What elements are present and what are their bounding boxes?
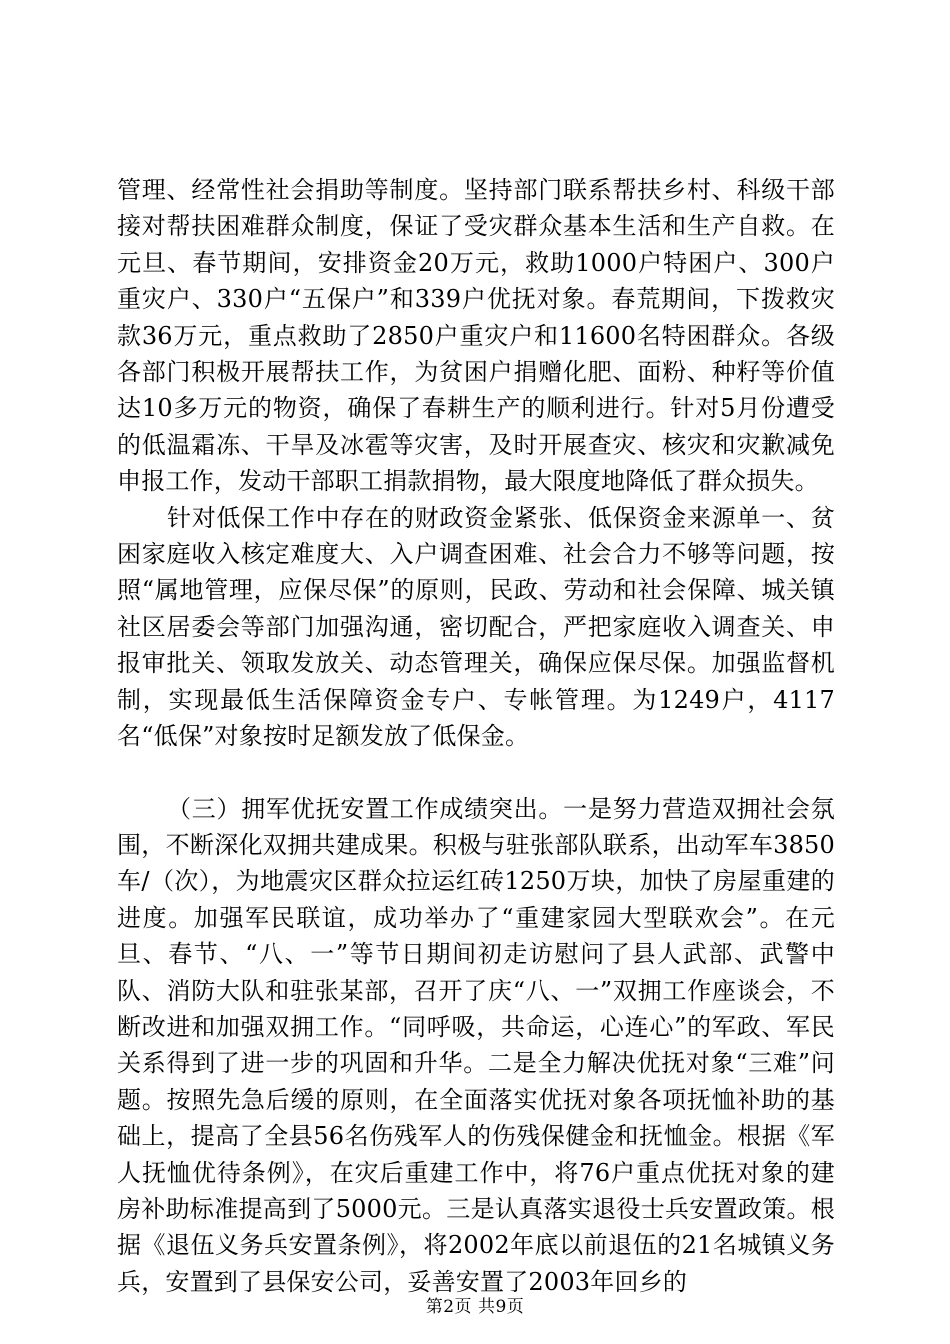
paragraph-minimum-living-security: 针对低保工作中存在的财政资金紧张、低保资金来源单一、贫困家庭收入核定难度大、入户调查困难、社会合力不够等问题，按照“属地管理，应保尽保”的原则，民政、劳动和社会保障、城关镇社区居委会等部门加强沟通，密切配合，严把家庭收入调查关、申报审批关、领取发放关、动态管理关，确保应保尽保。加强监督机制，实现最低生活保障资金专户、专帐管理。为1249户，4117名“低保”对象按时足额发放了低保金。	[117, 503, 835, 751]
page-number-footer: 第2页 共9页	[425, 1297, 525, 1317]
document-body	[117, 172, 835, 1300]
paragraph-disaster-relief: 管理、经常性社会捐助等制度。坚持部门联系帮扶乡村、科级干部接对帮扶困难群众制度，保证了受灾群众基本生活和生产自救。在元旦、春节期间，安排资金20万元，救助1000户特困户、300户重灾户、330户“五保户”和339户优抚对象。春荒期间，下拨救灾款36万元，重点救助了2850户重灾户和11600名特困群众。各级各部门积极开展帮扶工作，为贫困户捐赠化肥、面粉、种籽等价值达10多万元的物资，确保了春耕生产的顺利进行。针对5月份遭受的低温霜冻、干旱及冰雹等灾害，及时开展查灾、核灾和灾歉减免申报工作，发动干部职工捐款捐物，最大限度地降低了群众损失。	[117, 176, 835, 496]
paragraph-military-support: （三）拥军优抚安置工作成绩突出。一是努力营造双拥社会氛围，不断深化双拥共建成果。积极与驻张部队联系，出动军车3850车/（次），为地震灾区群众拉运红砖1250万块，加快了房屋重建的进度。加强军民联谊，成功举办了“重建家园大型联欢会”。在元旦、春节、“八、一”等节日期间初走访慰问了县人武部、武警中队、消防大队和驻张某部，召开了庆“八、一”双拥工作座谈会，不断改进和加强双拥工作。“同呼吸，共命运，心连心”的军政、军民关系得到了进一步的巩固和升华。二是全力解决优抚对象“三难”问题。按照先急后缓的原则，在全面落实优抚对象各项抚恤补助的基础上，提高了全县56名伤残军人的伤残保健金和抚恤金。根据《军人抚恤优待条例》，在灾后重建工作中，将76户重点优抚对象的建房补助标准提高到了5000元。三是认真落实退役士兵安置政策。根据《退伍义务兵安置条例》，将2002年底以前退伍的21名城镇义务兵，安置到了县保安公司，妥善安置了2003年回乡的	[117, 794, 835, 1296]
